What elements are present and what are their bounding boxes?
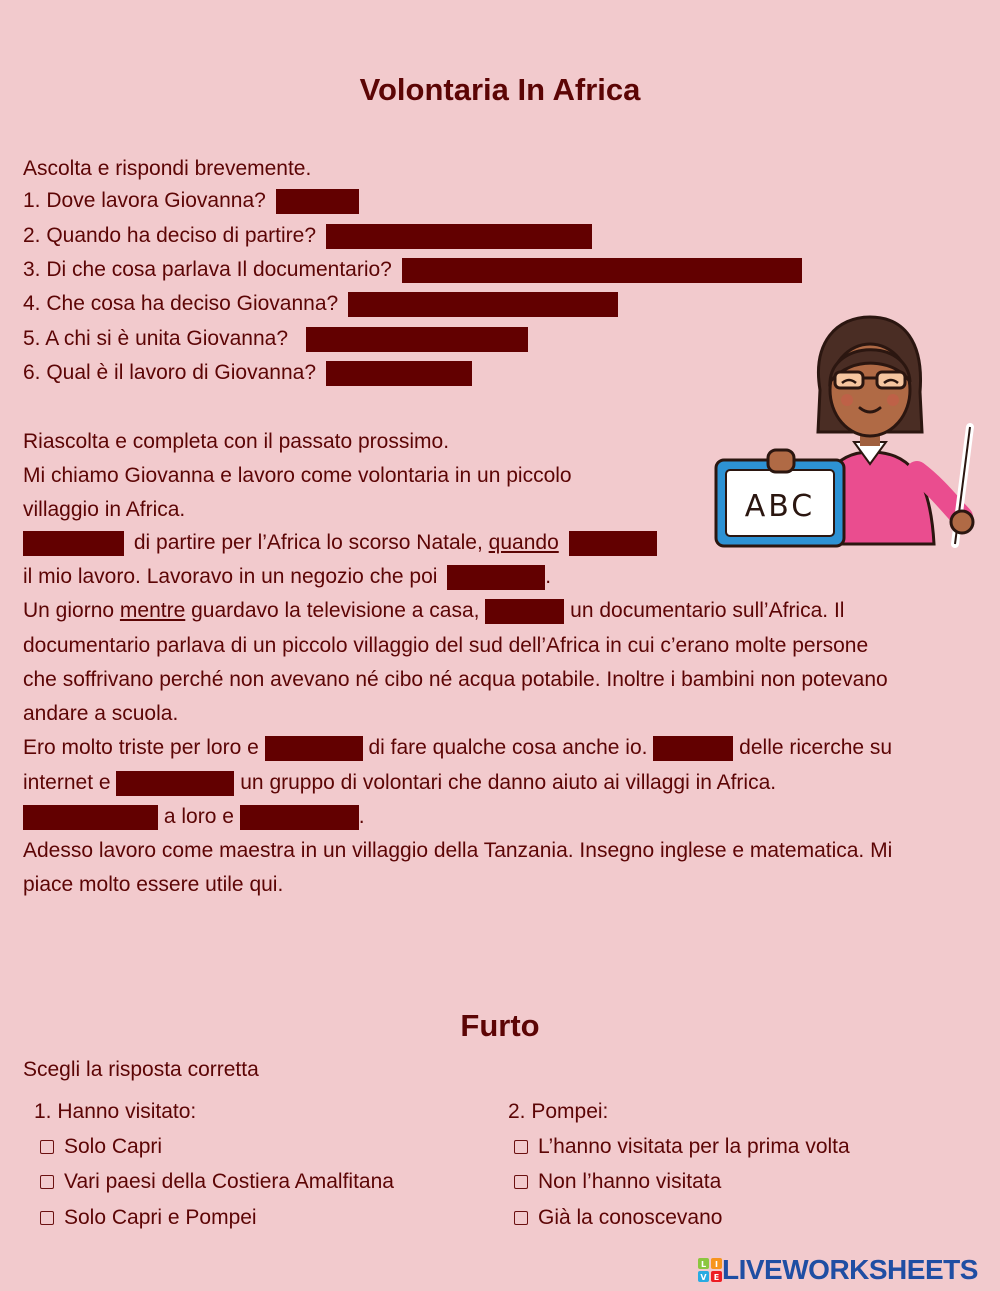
answer-1-input[interactable] [276,189,359,214]
answer-2-input[interactable] [326,224,592,249]
board-text: ABC [744,489,816,524]
question-6-text: 6. Qual è il lavoro di Giovanna? [23,361,317,384]
text-line-10 [23,769,776,797]
logo-badge-letter: V [700,1273,707,1282]
underlined-word: quando [488,531,559,554]
instruction-2: Riascolta e completa con il passato prossimo. [23,430,450,453]
teacher-illustration [712,312,982,552]
text-segment: . [545,565,552,588]
question-2 [23,222,592,250]
section-3-title: Furto [460,1008,540,1043]
question-4-text: 4. Che cosa ha deciso Giovanna? [23,292,339,315]
logo-text: LIVEWORKSHEETS [722,1254,978,1285]
text-segment: un gruppo di volontari che danno aiuto ai villaggi in Africa. [240,771,777,794]
option-label: Vari paesi della Costiera Amalfitana [64,1170,394,1193]
question-5-text: 5. A chi si è unita Giovanna? [23,327,289,350]
text-segment: di partire per l’Africa lo scorso Natale, [133,531,483,554]
gap-2-input[interactable] [569,531,657,556]
option-label: Solo Capri [64,1135,163,1158]
question-1-label: 1. Hanno visitato: [34,1100,197,1123]
q2-option-1[interactable] [514,1133,850,1161]
text-segment: Un giorno [23,599,115,622]
answer-5-input[interactable] [306,327,528,352]
text-segment: il mio lavoro. Lavoravo in un negozio che poi [23,565,438,588]
option-label: Non l’hanno visitata [538,1170,722,1193]
logo-badge-letter: L [700,1260,707,1269]
logo-badge-letter: E [713,1273,720,1282]
gap-8-input[interactable] [23,805,158,830]
text-segment: di fare qualche cosa anche io. [368,736,648,759]
gap-7-input[interactable] [116,771,234,796]
answer-6-input[interactable] [326,361,472,386]
checkbox[interactable] [514,1175,528,1189]
gap-6-input[interactable] [653,736,733,761]
gap-9-input[interactable] [240,805,359,830]
checkbox[interactable] [40,1175,54,1189]
underlined-word: mentre [119,599,186,622]
checkbox[interactable] [514,1211,528,1225]
text-segment: internet e [23,771,111,794]
instruction-1: Ascolta e rispondi brevemente. [23,157,312,180]
question-6 [23,359,472,387]
instruction-3: Scegli la risposta corretta [23,1058,259,1081]
question-2-label: 2. Pompei: [508,1100,609,1123]
liveworksheets-logo[interactable] [698,1254,978,1286]
question-2-text: 2. Quando ha deciso di partire? [23,224,317,247]
question-1-text: 1. Dove lavora Giovanna? [23,189,266,212]
q1-option-1[interactable] [40,1133,162,1161]
text-segment: . [358,805,365,828]
text-line-7: che soffrivano perché non avevano né cibo né acqua potabile. Inoltre i bambini non potevano [23,668,888,691]
q2-option-2[interactable] [514,1168,721,1196]
question-1 [23,187,359,215]
checkbox[interactable] [40,1140,54,1154]
option-label: Solo Capri e Pompei [64,1206,257,1229]
gap-3-input[interactable] [447,565,545,590]
page-title: Volontaria In Africa [359,72,641,107]
q2-option-3[interactable] [514,1204,722,1232]
text-line-12: Adesso lavoro come maestra in un villaggio della Tanzania. Insegno inglese e matematica. Mi [23,839,893,862]
text-line-13: piace molto essere utile qui. [23,873,284,896]
logo-badge-icon [698,1258,722,1282]
text-line-3 [23,529,657,557]
logo-badge-letter: I [715,1260,718,1269]
answer-4-input[interactable] [348,292,618,317]
text-line-6: documentario parlava di un piccolo villaggio del sud dell’Africa in cui c’erano molte persone [23,634,869,657]
question-4 [23,290,618,318]
text-segment: a loro e [163,805,234,828]
question-5 [23,325,528,353]
question-3 [23,256,802,284]
text-segment: guardavo la televisione a casa, [191,599,480,622]
option-label: L’hanno visitata per la prima volta [538,1135,850,1158]
checkbox[interactable] [40,1211,54,1225]
text-line-9 [23,734,892,762]
text-line-8: andare a scuola. [23,702,179,725]
q1-option-3[interactable] [40,1204,257,1232]
question-3-text: 3. Di che cosa parlava Il documentario? [23,258,392,281]
text-segment: Ero molto triste per loro e [23,736,259,759]
gap-5-input[interactable] [265,736,363,761]
q1-option-2[interactable] [40,1168,394,1196]
option-label: Già la conoscevano [538,1206,723,1229]
answer-3-input[interactable] [402,258,802,283]
gap-1-input[interactable] [23,531,124,556]
text-line-5 [23,597,844,625]
text-line-2: villaggio in Africa. [23,498,186,521]
text-line-11 [23,803,365,831]
checkbox[interactable] [514,1140,528,1154]
gap-4-input[interactable] [485,599,564,624]
text-line-1: Mi chiamo Giovanna e lavoro come volontaria in un piccolo [23,464,572,487]
text-segment: un documentario sull’Africa. Il [570,599,845,622]
text-line-4 [23,563,551,591]
text-segment: delle ricerche su [739,736,893,759]
